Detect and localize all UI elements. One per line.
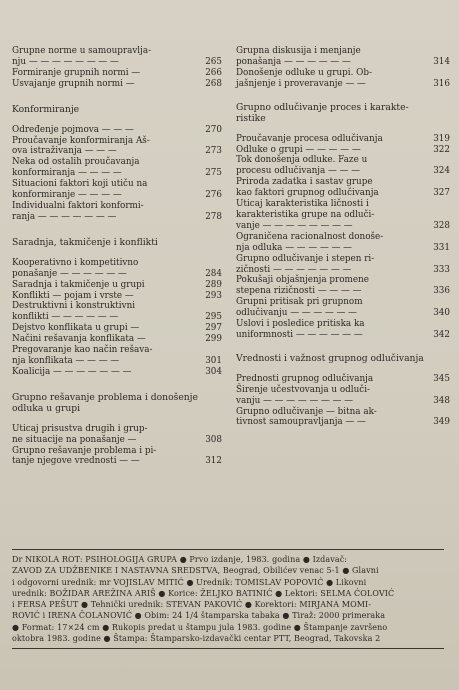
toc-entry xyxy=(12,323,222,334)
toc-page-number: 299 xyxy=(205,334,222,345)
toc-entry xyxy=(236,68,450,90)
toc-right-column xyxy=(236,46,450,428)
imprint-line: urednik: BOŽIDAR AREŽINA ARIŠ ● Korice: ŽELJKO BATINIĆ ● Lektori: SELMA ĆOLOVIĆ xyxy=(12,588,395,598)
imprint-line: i FERSA PEŠUT ● Tehnički urednik: STEVAN PAKOVIĆ ● Korektori: MIRJANA MOMI- xyxy=(12,600,372,610)
toc-entry-title xyxy=(12,46,198,68)
toc-page-number: 322 xyxy=(433,144,450,155)
toc-entry-line: Ograničena racionalnost donoše- xyxy=(236,231,384,242)
toc-page-number: 284 xyxy=(205,268,222,279)
toc-entry-title xyxy=(12,136,198,158)
toc-entry-line: Proučavanje konformiranja Aš- xyxy=(12,135,150,146)
toc-entry-title xyxy=(12,79,198,90)
toc-entry-line: Dejstvo konflikata u grupi — xyxy=(12,323,140,334)
toc-entry-title xyxy=(236,297,426,319)
toc-entry xyxy=(12,367,222,378)
toc-page-number: 314 xyxy=(433,56,450,67)
toc-entry-title xyxy=(236,145,426,156)
toc-entry-line: Grupna diskusija i menjanje xyxy=(236,46,361,56)
toc-entry-title xyxy=(12,367,198,378)
toc-entry-title xyxy=(236,232,426,254)
toc-entry-line: Grupno odlučivanje i stepen ri- xyxy=(236,253,375,264)
toc-entry-line: procesu odlučivanja — — — xyxy=(236,166,361,177)
toc-section-heading: Vrednosti i važnost grupnog odlučivanja xyxy=(236,352,424,364)
toc-entry xyxy=(12,258,222,280)
toc-entry-line: Grupno odlučivanje — bitna ak- xyxy=(236,406,377,417)
toc-entry xyxy=(12,157,222,179)
toc-page-number: 273 xyxy=(205,146,222,157)
toc-entry-line: ova istraživanja — — — xyxy=(12,146,117,157)
toc-page-number: 295 xyxy=(205,312,222,323)
toc-entry-line: Formiranje grupnih normi — xyxy=(12,67,141,78)
toc-entry-line: tivnost samoupravljanja — — xyxy=(236,417,366,428)
toc-entry-title xyxy=(12,345,198,367)
toc-entry-line: Uticaj prisustva drugih i grup- xyxy=(12,423,148,434)
toc-entry-title xyxy=(12,424,198,446)
toc-entry xyxy=(12,136,222,158)
toc-entry xyxy=(12,68,222,79)
toc-entry xyxy=(236,145,450,156)
toc-entry xyxy=(12,280,222,291)
imprint-line: ZAVOD ZA UDŽBENIKE I NASTAVNA SREDSTVA, Beograd, Obilićev venac 5-1 ● Glavni xyxy=(12,566,379,576)
toc-page-number: 276 xyxy=(205,190,222,201)
toc-entry-title xyxy=(12,258,198,280)
toc-entry-line: konflikti — — — — — — xyxy=(12,312,119,323)
toc-entry-line: Pokušaji objašnjenja promene xyxy=(236,275,369,286)
toc-section-heading: Grupno odlučivanje proces i karakte- ristike xyxy=(236,101,409,124)
toc-entry-title xyxy=(236,68,426,90)
toc-page-number: 268 xyxy=(205,78,222,89)
imprint-bottom-rule xyxy=(12,648,444,649)
toc-entry-line: stepena rizičnosti — — — — xyxy=(236,286,362,297)
toc-entry-title xyxy=(236,177,426,199)
toc-entry xyxy=(236,319,450,341)
toc-entry xyxy=(12,424,222,446)
toc-page-number: 304 xyxy=(205,366,222,377)
toc-page-number: 301 xyxy=(205,355,222,366)
toc-page-number: 333 xyxy=(433,264,450,275)
toc-entry xyxy=(12,301,222,323)
toc-entry-title xyxy=(236,199,426,232)
toc-entry-title xyxy=(12,68,198,79)
toc-entry-line: uniformnosti — — — — — — xyxy=(236,329,363,340)
imprint-line: oktobra 1983. godine ● Štampa: Štamparsko-izdavački centar PTT, Beograd, Takovska 2 xyxy=(12,634,381,644)
toc-entry-title xyxy=(12,157,198,179)
toc-entry-line: jašnjenje i proveravanje — — xyxy=(236,78,366,89)
toc-page-number: 289 xyxy=(205,279,222,290)
toc-entry-title xyxy=(12,291,198,302)
toc-entry-line: ponašanja — — — — — — xyxy=(236,56,351,67)
toc-entry-line: odlučivanju — — — — — — xyxy=(236,308,357,319)
toc-entry xyxy=(12,79,222,90)
toc-entry xyxy=(236,254,450,276)
toc-entry xyxy=(12,46,222,68)
toc-entry-line: zičnosti — — — — — — — xyxy=(236,264,352,275)
imprint-block xyxy=(12,554,442,644)
toc-entry-line: Konflikti — pojam i vrste — xyxy=(12,290,134,301)
imprint-line: ● Format: 17×24 cm ● Rukopis predat u štampu jula 1983. godine ● Štampanje završeno xyxy=(12,622,388,632)
toc-page-number: 316 xyxy=(433,78,450,89)
toc-section-heading: Saradnja, takmičenje i konflikti xyxy=(12,236,158,248)
toc-entry-line: Neka od ostalih proučavanja xyxy=(12,157,140,168)
toc-entry-line: vanju — — — — — — — — xyxy=(236,395,354,406)
toc-entry-line: Kooperativno i kompetitivno xyxy=(12,257,139,268)
toc-entry xyxy=(12,345,222,367)
toc-page-number: 345 xyxy=(433,373,450,384)
toc-entry-line: nja konflikata — — — — xyxy=(12,355,120,366)
toc-entry-line: Situacioni faktori koji utiču na xyxy=(12,179,148,190)
toc-entry-title xyxy=(12,301,198,323)
toc-page-number: 266 xyxy=(205,67,222,78)
toc-entry xyxy=(236,232,450,254)
toc-page-number: 265 xyxy=(205,56,222,67)
toc-entry-title xyxy=(236,46,426,68)
toc-page-number: 324 xyxy=(433,166,450,177)
imprint-line: ROVIĆ i IRENA ČOLANOVIĆ ● Obim: 24 1/4 štamparska tabaka ● Tiraž: 2000 primeraka xyxy=(12,611,386,621)
imprint-line: i odgovorni urednik: mr VOJISLAV MITIĆ ● Urednik: TOMISLAV POPOVIĆ ● Likovni xyxy=(12,577,367,587)
toc-entry xyxy=(12,446,222,468)
toc-entry-line: karakteristika grupe na odluči- xyxy=(236,209,375,220)
toc-entry-line: vanje — — — — — — — — xyxy=(236,220,353,231)
toc-entry xyxy=(12,125,222,136)
toc-page-number: 270 xyxy=(205,124,222,135)
toc-page-number: 336 xyxy=(433,286,450,297)
toc-entry-title xyxy=(12,201,198,223)
toc-entry xyxy=(236,407,450,429)
toc-entry-title xyxy=(236,275,426,297)
toc-entry-line: Grupne norme u samoupravlja- xyxy=(12,46,152,56)
toc-page-number: 327 xyxy=(433,188,450,199)
toc-page-number: 278 xyxy=(205,211,222,222)
toc-entry xyxy=(236,134,450,145)
toc-entry-line: konformiranje — — — — xyxy=(12,190,122,201)
toc-entry-line: kao faktori grupnog odlučivanja xyxy=(236,188,379,199)
toc-entry-line: Individualni faktori konformi- xyxy=(12,200,144,211)
toc-left-column xyxy=(12,46,222,467)
toc-entry-line: nju — — — — — — — — xyxy=(12,56,119,67)
imprint-top-rule xyxy=(12,549,444,550)
toc-entry-title xyxy=(236,155,426,177)
toc-page-number: 293 xyxy=(205,290,222,301)
toc-entry xyxy=(12,201,222,223)
toc-entry-line: Proučavanje procesa odlučivanja xyxy=(236,133,383,144)
toc-page-number: 348 xyxy=(433,395,450,406)
toc-entry-title xyxy=(236,134,426,145)
toc-page-number: 349 xyxy=(433,417,450,428)
toc-entry-line: Tok donošenja odluke. Faze u xyxy=(236,155,368,166)
toc-entry xyxy=(236,199,450,232)
toc-entry-line: ponašanje — — — — — — xyxy=(12,268,127,279)
toc-page-number: 297 xyxy=(205,323,222,334)
toc-entry-line: Saradnja i takmičenje u grupi xyxy=(12,279,145,290)
toc-entry-line: ne situacije na ponašanje — xyxy=(12,434,137,445)
toc-entry xyxy=(12,334,222,345)
toc-page-number: 340 xyxy=(433,308,450,319)
toc-entry-title xyxy=(236,385,426,407)
toc-entry xyxy=(236,374,450,385)
toc-entry-line: tanje njegove vrednosti — — xyxy=(12,456,140,467)
toc-entry-line: Koalicija — — — — — — — xyxy=(12,366,132,377)
toc-entry xyxy=(12,291,222,302)
toc-entry-title xyxy=(12,280,198,291)
toc-entry-line: Destruktivni i konstruktivni xyxy=(12,301,136,312)
imprint-line: Dr NIKOLA ROT: PSIHOLOGIJA GRUPA ● Prvo izdanje, 1983. godina ● Izdavač: xyxy=(12,555,348,564)
toc-entry-line: Uslovi i posledice pritiska ka xyxy=(236,319,365,330)
toc-entry-line: Prednosti grupnog odlučivanja xyxy=(236,373,374,384)
toc-entry-title xyxy=(236,254,426,276)
toc-entry-line: konformiranja — — — — xyxy=(12,168,122,179)
toc-entry-line: Određenje pojmova — — — xyxy=(12,124,134,135)
toc-entry-title xyxy=(236,319,426,341)
toc-entry xyxy=(236,177,450,199)
toc-entry-line: nja odluka — — — — — — xyxy=(236,242,352,253)
toc-entry-title xyxy=(236,407,426,429)
toc-entry xyxy=(236,46,450,68)
toc-entry xyxy=(236,275,450,297)
toc-entry xyxy=(236,385,450,407)
toc-entry-title xyxy=(12,125,198,136)
toc-entry-line: Načini rešavanja konflikata — xyxy=(12,334,146,345)
toc-page-number: 308 xyxy=(205,434,222,445)
toc-entry-line: Odluke o grupi — — — — — xyxy=(236,144,361,155)
toc-entry xyxy=(236,155,450,177)
toc-entry-line: Donošenje odluke u grupi. Ob- xyxy=(236,67,372,78)
toc-entry-line: Priroda zadatka i sastav grupe xyxy=(236,177,373,188)
toc-section-heading: Grupno rešavanje problema i donošenje odluka u grupi xyxy=(12,391,198,414)
toc-entry-title xyxy=(236,374,426,385)
toc-entry-line: Grupni pritisak pri grupnom xyxy=(236,297,363,308)
toc-entry-line: Širenje učestvovanja u odluči- xyxy=(236,384,370,395)
toc-entry-title xyxy=(12,334,198,345)
toc-entry-title xyxy=(12,323,198,334)
toc-entry-line: ranja — — — — — — — xyxy=(12,211,117,222)
toc-page-number: 342 xyxy=(433,329,450,340)
toc-page-number: 331 xyxy=(433,242,450,253)
toc-entry-line: Pregovaranje kao način rešava- xyxy=(12,345,153,356)
toc-page-number: 275 xyxy=(205,168,222,179)
toc-entry-title xyxy=(12,446,198,468)
toc-entry-title xyxy=(12,179,198,201)
toc-page-number: 328 xyxy=(433,220,450,231)
toc-entry-line: Grupno rešavanje problema i pi- xyxy=(12,445,157,456)
toc-page-number: 312 xyxy=(205,456,222,467)
toc-section-heading: Konformiranje xyxy=(12,103,80,115)
toc-page-number: 319 xyxy=(433,133,450,144)
toc-entry-line: Uticaj karakteristika ličnosti i xyxy=(236,199,369,210)
toc-entry-line: Usvajanje grupnih normi — xyxy=(12,78,135,89)
toc-entry xyxy=(12,179,222,201)
toc-entry xyxy=(236,297,450,319)
